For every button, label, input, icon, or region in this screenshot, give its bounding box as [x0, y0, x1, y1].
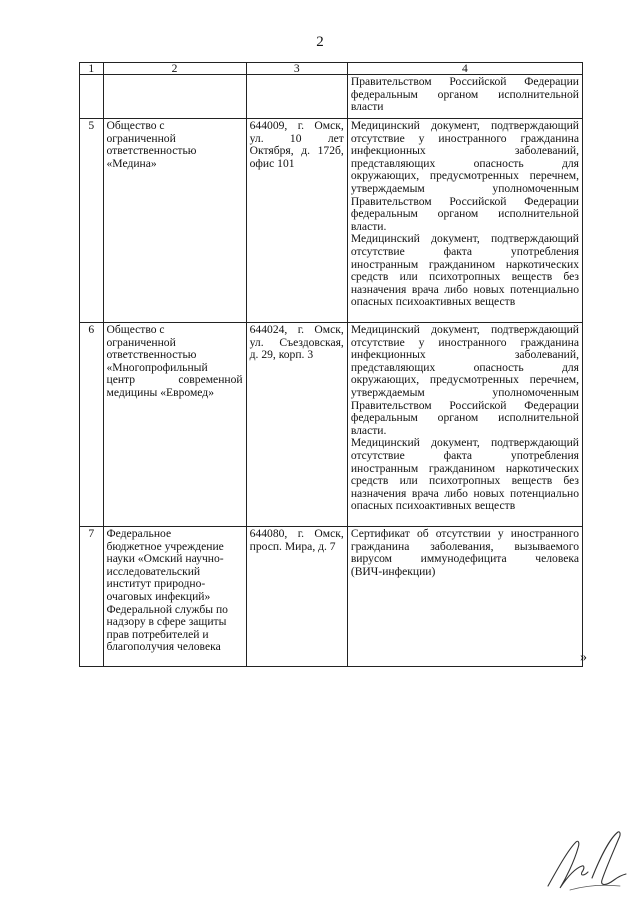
doc-line: власти.: [350, 423, 387, 437]
doc-line: федеральным органом исполнительной: [350, 207, 579, 221]
required-documents: [347, 119, 582, 323]
header-col-2: 2: [103, 63, 246, 75]
address-line: офис 101: [249, 156, 295, 170]
header-col-4: 4: [347, 63, 582, 75]
doc-line: назначения врача либо новых потенциально: [350, 282, 579, 296]
org-line: Федеральное: [106, 527, 172, 540]
required-documents: [347, 323, 582, 527]
doc-line: отсутствие у иностранного гражданина: [350, 131, 579, 145]
org-line: «Многопрофильный: [106, 360, 208, 374]
organization-name: [103, 323, 246, 527]
org-line: Общество с: [106, 119, 165, 132]
address-line: ул. Съездовская,: [249, 335, 344, 349]
address-line: ул. 10 лет: [249, 131, 344, 145]
doc-line: инфекционных заболеваний,: [350, 348, 579, 362]
doc-line: опасных психоактивных веществ: [350, 295, 516, 309]
page-number: 2: [316, 34, 324, 50]
address-line: просп. Мира, д. 7: [249, 539, 336, 553]
organization-address: [246, 323, 347, 527]
doc-line: иностранным гражданином наркотических: [350, 461, 579, 475]
doc-line: власти.: [350, 219, 387, 233]
doc-line: окружающих, предусмотренных перечнем,: [350, 169, 579, 183]
doc-line: отсутствие факта употребления: [350, 448, 579, 462]
doc-line: Медицинский документ, подтверждающий: [350, 323, 579, 336]
continuation-org: [103, 75, 246, 119]
doc-line: Медицинский документ, подтверждающий: [350, 119, 579, 132]
org-line: Общество с: [106, 323, 165, 336]
table-row-6: [80, 323, 583, 527]
org-line: очаговых инфекций»: [106, 589, 211, 603]
org-line: науки «Омский научно-: [106, 552, 224, 566]
organization-name: [103, 527, 246, 667]
organization-address: [246, 527, 347, 667]
address-line: 644080, г. Омск,: [249, 527, 344, 540]
closing-quote: »: [580, 650, 587, 665]
doc-line: Сертификат об отсутствии у иностранного: [350, 527, 579, 540]
doc-line: иностранным гражданином наркотических: [350, 257, 579, 271]
organization-name: [103, 119, 246, 323]
address-line: Октября, д. 172б,: [249, 144, 344, 158]
org-line: ответственностью: [106, 348, 197, 362]
doc-line: вирусом иммунодефицита человека: [350, 552, 579, 566]
org-line: исследовательский: [106, 564, 201, 578]
continuation-row: [80, 75, 583, 119]
row-number: 7: [80, 527, 104, 667]
doc-line: представляющих опасность для: [350, 156, 579, 170]
doc-line: средств или психотропных веществ без: [350, 474, 579, 488]
doc-line: утверждаемым уполномоченным: [350, 181, 579, 195]
organizations-table: [79, 62, 583, 667]
address-line: д. 29, корп. 3: [249, 348, 314, 362]
doc-line: Правительством Российской Федерации: [350, 75, 579, 88]
org-line: благополучия человека: [106, 640, 221, 654]
row-number: 5: [80, 119, 104, 323]
doc-line: отсутствие у иностранного гражданина: [350, 335, 579, 349]
doc-line: отсутствие факта употребления: [350, 244, 579, 258]
organization-address: [246, 119, 347, 323]
org-line: ограниченной: [106, 335, 176, 349]
org-line: «Медина»: [106, 156, 157, 170]
doc-line: средств или психотропных веществ без: [350, 270, 579, 284]
continuation-address: [246, 75, 347, 119]
address-line: 644009, г. Омск,: [249, 119, 344, 132]
handwritten-signature-icon: [540, 828, 630, 898]
doc-line: представляющих опасность для: [350, 360, 579, 374]
org-line: центр современной: [106, 373, 243, 387]
header-col-1: 1: [80, 63, 104, 75]
org-line: Федеральной службы по: [106, 602, 228, 616]
doc-line: Медицинский документ, подтверждающий: [350, 232, 579, 246]
doc-line: Правительством Российской Федерации: [350, 398, 579, 412]
table-row-7: [80, 527, 583, 667]
org-line: медицины «Евромед»: [106, 385, 214, 399]
doc-line: Правительством Российской Федерации: [350, 194, 579, 208]
doc-line: власти: [350, 100, 384, 114]
row-number: 6: [80, 323, 104, 527]
doc-line: Медицинский документ, подтверждающий: [350, 436, 579, 450]
doc-line: назначения врача либо новых потенциально: [350, 486, 579, 500]
doc-line: утверждаемым уполномоченным: [350, 385, 579, 399]
org-line: институт природно-: [106, 577, 206, 591]
header-col-3: 3: [246, 63, 347, 75]
doc-line: (ВИЧ-инфекции): [350, 564, 436, 578]
org-line: ответственностью: [106, 144, 197, 158]
continuation-docs: [347, 75, 582, 119]
doc-line: гражданина заболевания, вызываемого: [350, 539, 579, 553]
table-header-row: [80, 63, 583, 75]
continuation-num: [80, 75, 104, 119]
required-documents: [347, 527, 582, 667]
doc-line: опасных психоактивных веществ: [350, 499, 516, 513]
doc-line: федеральным органом исполнительной: [350, 411, 579, 425]
org-line: бюджетное учреждение: [106, 539, 224, 553]
doc-line: федеральным органом исполнительной: [350, 87, 579, 101]
org-line: надзору в сфере защиты: [106, 615, 227, 629]
table-row-5: [80, 119, 583, 323]
doc-line: окружающих, предусмотренных перечнем,: [350, 373, 579, 387]
org-line: ограниченной: [106, 131, 176, 145]
address-line: 644024, г. Омск,: [249, 323, 344, 336]
doc-line: инфекционных заболеваний,: [350, 144, 579, 158]
org-line: прав потребителей и: [106, 627, 209, 641]
